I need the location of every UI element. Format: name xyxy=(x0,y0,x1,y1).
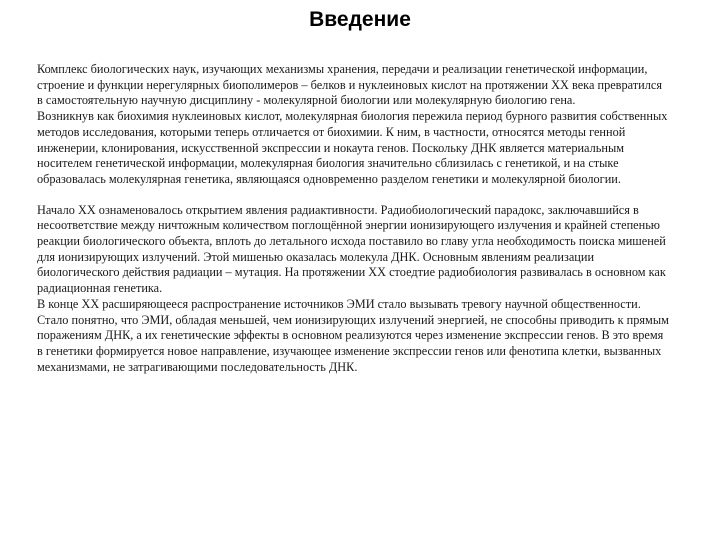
slide-title: Введение xyxy=(309,8,411,31)
paragraph-emi-epigenetics: В конце XX расширяющееся распространение источников ЭМИ стало вызывать тревогу научной общественности. Стало понятно, что ЭМИ, обладая меньшей, чем ионизирующих излучений энергией, не способны приводить к прямым поражениям ДНК, а их генетические эффекты в основном реализуются через изменение экспрессии генов. В это время в генетики формируется новое направление, изучающее изменение экспрессии генов или фенотипа клетки, вызванных механизмами, не затрагивающими последовательность ДНК. xyxy=(37,296,669,374)
paragraph-molecular-biology: Комплекс биологических наук, изучающих механизмы хранения, передачи и реализации генетической информации, строение и функции нерегулярных биополимеров – белков и нуклеиновых кислот на протяжении XX века превратился в самостоятельную научную дисциплину - молекулярной биологии или молекулярную биологию гена. xyxy=(37,62,662,108)
slide-body xyxy=(37,62,669,375)
paragraph-radiobiology: Начало XX ознаменовалось открытием явления радиактивности. Радиобиологический парадокс, заключавшийся в несоответствие между ничтожным количеством поглощённой энергии ионизирующего излучения и крайней степенью реакции биологического объекта, вплоть до летального исхода поставило во главу угла необходимость поиска мишеней для ионизирующих излучений. Этой мишенью оказалась молекула ДНК. Основным явлениям реализации биологического действия радиации – мутация. На протяжении XX стоедтие радиобиология развивалась в основном как радиационная генетика. xyxy=(37,202,666,296)
paragraph-biochemistry-origin: Возникнув как биохимия нуклеиновых кислот, молекулярная биология пережила период бурного развития собственных методов исследования, которыми теперь отличается от биохимии. К ним, в частности, относятся методы генной инженерии, клонирования, искусственной экспрессии и нокаута генов. Поскольку ДНК является материальным носителем генетической информации, молекулярная биология значительно сблизилась с генетикой, и на стыке образовалась молекулярная генетика, являющаяся одновременно разделом генетики и молекулярной биологии. xyxy=(37,109,668,186)
